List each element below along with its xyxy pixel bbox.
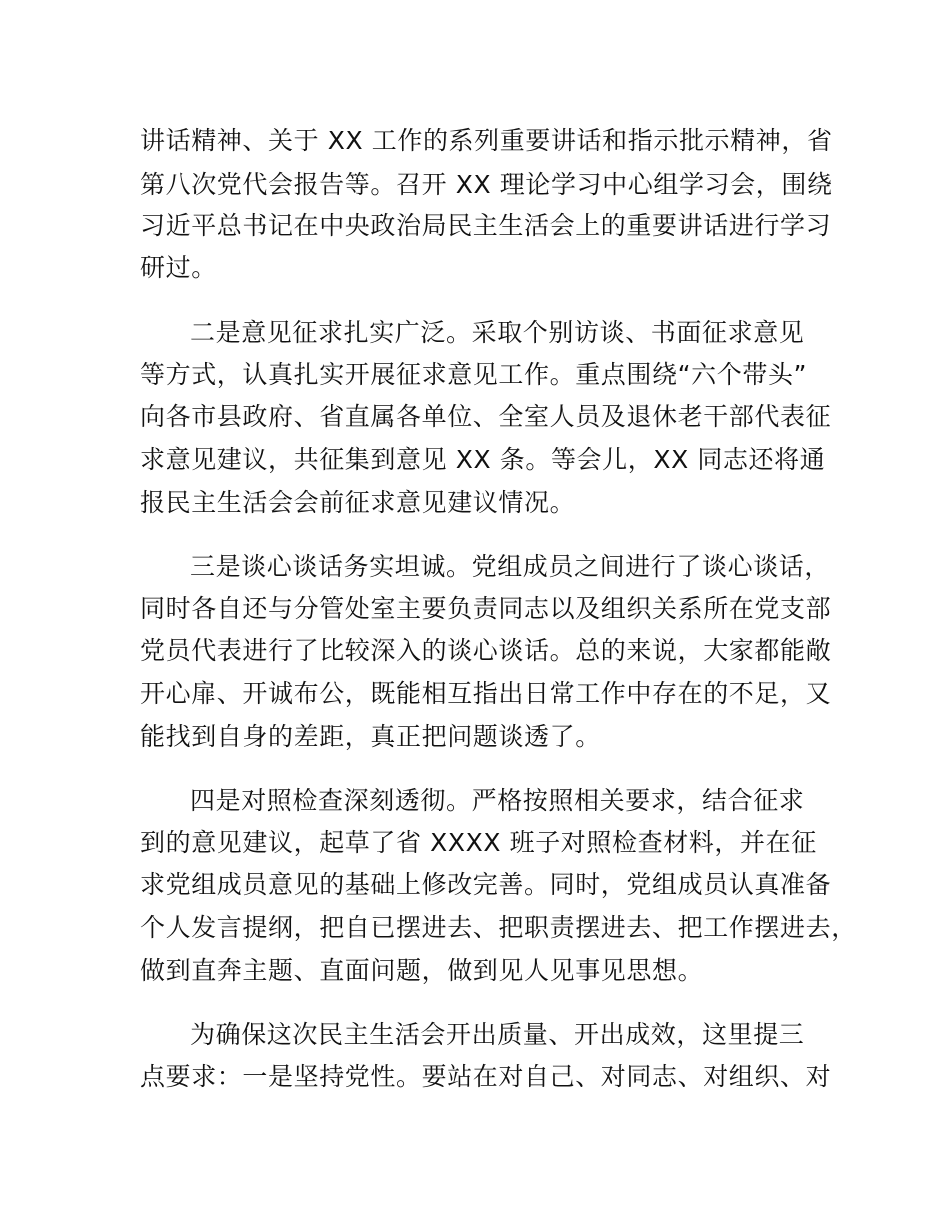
paragraph-line: 党员代表进行了比较深入的谈心谈话。总的来说，大家都能敞 xyxy=(140,636,832,665)
paragraph-line: 同时各自还与分管处室主要负责同志以及组织关系所在党支部 xyxy=(140,594,832,623)
paragraph-line: 第八次党代会报告等。召开 XX 理论学习中心组学习会，围绕 xyxy=(140,170,833,199)
paragraph-line: 到的意见建议，起草了省 XXXX 班子对照检查材料，并在征 xyxy=(140,828,817,857)
paragraph-line: 做到直奔主题、直面问题，做到见人见事见思想。 xyxy=(140,956,704,985)
paragraph-line: 等方式，认真扎实开展征求意见工作。重点围绕“六个带头” xyxy=(140,360,808,389)
paragraph-line: 个人发言提纲，把自已摆进去、把职责摆进去、把工作摆进去， xyxy=(140,913,857,942)
paragraph-line: 讲话精神、关于 XX 工作的系列重要讲话和指示批示精神，省 xyxy=(140,126,833,155)
paragraph-line: 习近平总书记在中央政治局民主生活会上的重要讲话进行学习 xyxy=(140,211,832,240)
paragraph-line: 求意见建议，共征集到意见 XX 条。等会儿，XX 同志还将通 xyxy=(140,445,826,474)
paragraph-line: 报民主生活会会前征求意见建议情况。 xyxy=(140,488,576,517)
paragraph-line: 二是意见征求扎实广泛。采取个别访谈、书面征求意见 xyxy=(190,318,805,347)
paragraph-line: 研过。 xyxy=(140,253,217,282)
paragraph-line: 能找到自身的差距，真正把问题谈透了。 xyxy=(140,722,601,751)
paragraph-line: 向各市县政府、省直属各单位、全室人员及退休老干部代表征 xyxy=(140,402,832,431)
paragraph-line: 开心扉、开诚布公，既能相互指出日常工作中存在的不足，又 xyxy=(140,679,832,708)
paragraph-line: 三是谈心谈话务实坦诚。党组成员之间进行了谈心谈话， xyxy=(190,552,831,581)
paragraph-line: 四是对照检查深刻透彻。严格按照相关要求，结合征求 xyxy=(190,786,805,815)
paragraph-line: 求党组成员意见的基础上修改完善。同时，党组成员认真准备 xyxy=(140,870,832,899)
paragraph-line: 为确保这次民主生活会开出质量、开出成效，这里提三 xyxy=(190,1020,805,1049)
paragraph-line: 点要求：一是坚持党性。要站在对自己、对同志、对组织、对 xyxy=(140,1062,832,1091)
